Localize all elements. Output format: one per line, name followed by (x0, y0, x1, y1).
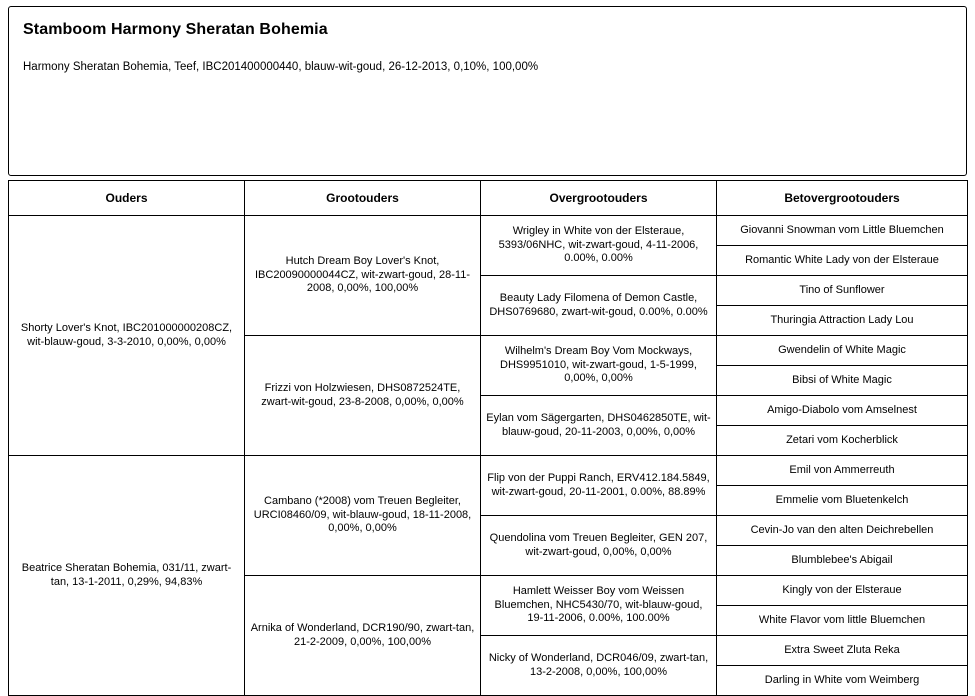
page-title: Stamboom Harmony Sheratan Bohemia (23, 21, 328, 38)
subject-details: Harmony Sheratan Bohemia, Teef, IBC201400000440, blauw-wit-goud, 26-12-2013, 0,10%, 100,00% (23, 61, 539, 73)
greatgreatgrandparent-cell: Giovanni Snowman vom Little Bluemchen (717, 216, 968, 246)
table-row (9, 456, 968, 486)
greatgreatgrandparent-cell: Extra Sweet Zluta Reka (717, 636, 968, 666)
table-header-row (9, 181, 968, 216)
greatgreatgrandparent-cell: Blumblebee's Abigail (717, 546, 968, 576)
greatgrandparent-cell: Wrigley in White von der Elsteraue, 5393/06NHC, wit-zwart-goud, 4-11-2006, 0.00%, 0.00% (481, 216, 717, 276)
greatgreatgrandparent-cell: Cevin-Jo van den alten Deichrebellen (717, 516, 968, 546)
greatgrandparent-cell: Eylan vom Sägergarten, DHS0462850TE, wit-blauw-goud, 20-11-2003, 0,00%, 0,00% (481, 396, 717, 456)
greatgreatgrandparent-cell: Zetari vom Kocherblick (717, 426, 968, 456)
pedigree-table (8, 180, 968, 696)
column-header-grootouders: Grootouders (245, 181, 481, 216)
greatgrandparent-cell: Quendolina vom Treuen Begleiter, GEN 207, wit-zwart-goud, 0,00%, 0,00% (481, 516, 717, 576)
greatgreatgrandparent-cell: Amigo-Diabolo vom Amselnest (717, 396, 968, 426)
greatgrandparent-cell: Hamlett Weisser Boy vom Weissen Bluemchen, NHC5430/70, wit-blauw-goud, 19-11-2006, 0.00%, 100.00% (481, 576, 717, 636)
column-header-betovergrootouders: Betovergrootouders (717, 181, 968, 216)
greatgreatgrandparent-cell: Bibsi of White Magic (717, 366, 968, 396)
greatgrandparent-cell: Nicky of Wonderland, DCR046/09, zwart-tan, 13-2-2008, 0,00%, 100,00% (481, 636, 717, 696)
header-panel (8, 6, 967, 176)
parent-cell: Shorty Lover's Knot, IBC201000000208CZ, wit-blauw-goud, 3-3-2010, 0,00%, 0,00% (9, 216, 245, 456)
greatgrandparent-cell: Flip von der Puppi Ranch, ERV412.184.5849, wit-zwart-goud, 20-11-2001, 0.00%, 88.89% (481, 456, 717, 516)
greatgreatgrandparent-cell: Emmelie vom Bluetenkelch (717, 486, 968, 516)
greatgreatgrandparent-cell: White Flavor vom little Bluemchen (717, 606, 968, 636)
greatgrandparent-cell: Beauty Lady Filomena of Demon Castle, DHS0769680, zwart-wit-goud, 0.00%, 0.00% (481, 276, 717, 336)
grandparent-cell: Arnika of Wonderland, DCR190/90, zwart-tan, 21-2-2009, 0,00%, 100,00% (245, 576, 481, 696)
greatgreatgrandparent-cell: Romantic White Lady von der Elsteraue (717, 246, 968, 276)
greatgreatgrandparent-cell: Tino of Sunflower (717, 276, 968, 306)
greatgreatgrandparent-cell: Emil von Ammerreuth (717, 456, 968, 486)
column-header-ouders: Ouders (9, 181, 245, 216)
table-row (9, 216, 968, 246)
column-header-overgrootouders: Overgrootouders (481, 181, 717, 216)
greatgreatgrandparent-cell: Thuringia Attraction Lady Lou (717, 306, 968, 336)
grandparent-cell: Hutch Dream Boy Lover's Knot, IBC20090000044CZ, wit-zwart-goud, 28-11-2008, 0,00%, 100,00% (245, 216, 481, 336)
greatgreatgrandparent-cell: Gwendelin of White Magic (717, 336, 968, 366)
greatgreatgrandparent-cell: Kingly von der Elsteraue (717, 576, 968, 606)
greatgreatgrandparent-cell: Darling in White vom Weimberg (717, 666, 968, 696)
parent-cell: Beatrice Sheratan Bohemia, 031/11, zwart-tan, 13-1-2011, 0,29%, 94,83% (9, 456, 245, 696)
grandparent-cell: Frizzi von Holzwiesen, DHS0872524TE, zwart-wit-goud, 23-8-2008, 0,00%, 0,00% (245, 336, 481, 456)
greatgrandparent-cell: Wilhelm's Dream Boy Vom Mockways, DHS9951010, wit-zwart-goud, 1-5-1999, 0,00%, 0,00% (481, 336, 717, 396)
grandparent-cell: Cambano (*2008) vom Treuen Begleiter, URCI08460/09, wit-blauw-goud, 18-11-2008, 0,00%, 0,00% (245, 456, 481, 576)
